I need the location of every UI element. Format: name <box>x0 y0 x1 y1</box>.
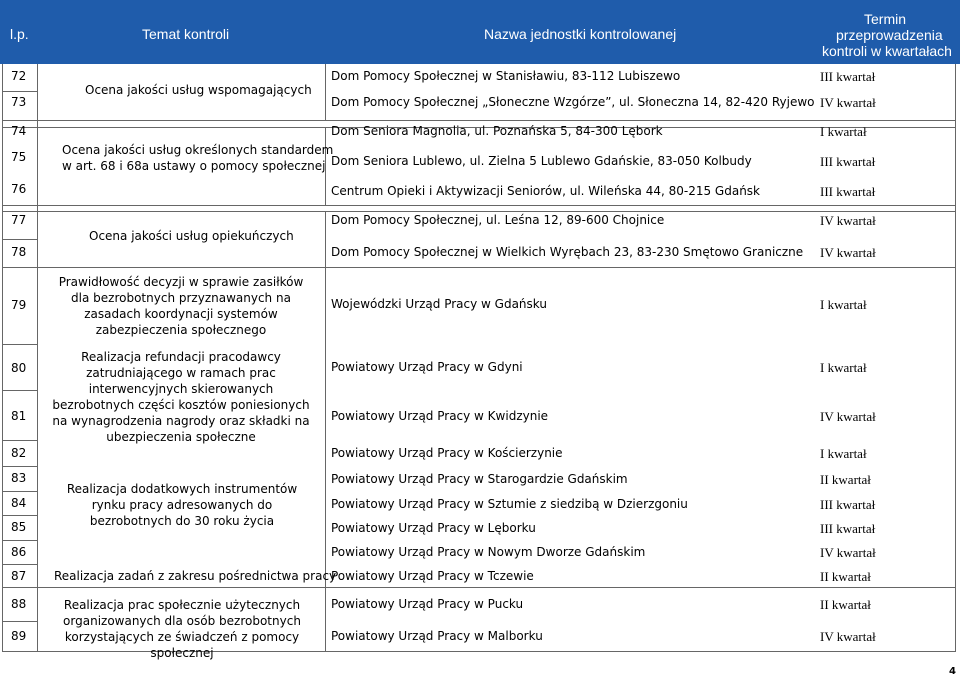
quarter: IV kwartał <box>820 545 876 560</box>
row-number: 89 <box>11 629 27 643</box>
topic-community-work: Realizacja prac społecznie użytecznych organizowanych dla osób bezrobotnych korzystających ze świadczeń z pomocy społecznej <box>63 598 301 660</box>
row-number: 87 <box>11 569 27 583</box>
quarter: I kwartał <box>820 124 867 139</box>
unit-name: Powiatowy Urząd Pracy w Gdyni <box>331 360 523 374</box>
unit-name: Powiatowy Urząd Pracy w Lęborku <box>331 521 536 535</box>
unit-name: Powiatowy Urząd Pracy w Sztumie z siedzibą w Dzierzgoniu <box>331 497 688 511</box>
row-number: 83 <box>11 471 27 485</box>
row-number: 78 <box>11 245 27 259</box>
quarter: III kwartał <box>820 154 876 169</box>
unit-name: Powiatowy Urząd Pracy w Tczewie <box>331 569 534 583</box>
row-number: 79 <box>11 298 27 312</box>
quarter: III kwartał <box>820 497 876 512</box>
row-number: 84 <box>11 496 27 510</box>
quarter: IV kwartał <box>820 629 876 644</box>
quarter: IV kwartał <box>820 245 876 260</box>
row-number: 85 <box>11 520 27 534</box>
topic-unemployment-benefits: Prawidłowość decyzji w sprawie zasiłków dla bezrobotnych przyznawanych na zasadach koordynacji systemów zabezpieczenia społecznego <box>58 275 304 337</box>
table-header <box>0 0 960 64</box>
topic-employer-refund: Realizacja refundacji pracodawcy zatrudniającego w ramach prac interwencyjnych skierowanych bezrobotnych części kosztów poniesionych na wynagrodzenia nagrody oraz składki na ubezpieczenia społeczne <box>52 350 310 444</box>
topic-additional-instruments: Realizacja dodatkowych instrumentów rynku pracy adresowanych do bezrobotnych do 30 roku życia <box>66 482 298 528</box>
row-number: 88 <box>11 597 27 611</box>
row-number: 74 <box>11 124 27 138</box>
topic-supporting-services: Ocena jakości usług wspomagających <box>85 83 312 97</box>
quarter: III kwartał <box>820 521 876 536</box>
header-term-3: kontroli w kwartałach <box>822 43 952 59</box>
quarter: II kwartał <box>820 472 871 487</box>
unit-name: Dom Pomocy Społecznej w Stanisławiu, 83-112 Lubiszewo <box>331 69 681 83</box>
unit-name: Dom Seniora Magnolia, ul. Poznańska 5, 84-300 Lębork <box>331 124 663 138</box>
row-number: 73 <box>11 95 27 109</box>
unit-name: Dom Pomocy Społecznej w Wielkich Wyrębach 23, 83-230 Smętowo Graniczne <box>331 245 804 259</box>
unit-name: Powiatowy Urząd Pracy w Pucku <box>331 597 524 611</box>
row-number: 81 <box>11 409 27 423</box>
quarter: I kwartał <box>820 297 867 312</box>
header-unit: Nazwa jednostki kontrolowanej <box>484 26 677 42</box>
header-term-2: przeprowadzenia <box>836 27 943 43</box>
quarter: III kwartał <box>820 69 876 84</box>
quarter: IV kwartał <box>820 409 876 424</box>
row-number: 75 <box>11 150 27 164</box>
unit-name: Dom Pomocy Społecznej, ul. Leśna 12, 89-600 Chojnice <box>331 213 665 227</box>
topic-job-placement: Realizacja zadań z zakresu pośrednictwa pracy <box>54 569 337 583</box>
quarter: II kwartał <box>820 569 871 584</box>
row-number: 76 <box>11 182 27 196</box>
unit-name: Powiatowy Urząd Pracy w Nowym Dworze Gdańskim <box>331 545 646 559</box>
header-lp: l.p. <box>10 26 29 42</box>
topic-care-services: Ocena jakości usług opiekuńczych <box>89 229 294 243</box>
unit-name: Powiatowy Urząd Pracy w Malborku <box>331 629 543 643</box>
row-number: 86 <box>11 545 27 559</box>
unit-name: Powiatowy Urząd Pracy w Starogardzie Gdańskim <box>331 472 628 486</box>
unit-name: Dom Pomocy Społecznej „Słoneczne Wzgórze”, ul. Słoneczna 14, 82-420 Ryjewo <box>331 95 815 109</box>
page-number: 4 <box>949 666 956 677</box>
unit-name: Dom Seniora Lublewo, ul. Zielna 5 Lublewo Gdańskie, 83-050 Kolbudy <box>331 154 752 168</box>
quarter: IV kwartał <box>820 213 876 228</box>
row-number: 77 <box>11 213 27 227</box>
unit-name: Centrum Opieki i Aktywizacji Seniorów, ul. Wileńska 44, 80-215 Gdańsk <box>331 184 760 198</box>
row-number: 72 <box>11 69 27 83</box>
header-term-1: Termin <box>864 11 907 27</box>
quarter: III kwartał <box>820 184 876 199</box>
topic-standard-services-line1: Ocena jakości usług określonych standardem <box>62 143 334 157</box>
topic-standard-services-line2: w art. 68 i 68a ustawy o pomocy społecznej <box>62 159 326 173</box>
quarter: I kwartał <box>820 360 867 375</box>
header-topic: Temat kontroli <box>142 26 230 42</box>
unit-name: Powiatowy Urząd Pracy w Kościerzynie <box>331 446 563 460</box>
quarter: IV kwartał <box>820 95 876 110</box>
unit-name: Powiatowy Urząd Pracy w Kwidzynie <box>331 409 549 423</box>
unit-name: Wojewódzki Urząd Pracy w Gdańsku <box>331 297 547 311</box>
row-number: 80 <box>11 361 27 375</box>
quarter: II kwartał <box>820 597 871 612</box>
quarter: I kwartał <box>820 446 867 461</box>
row-number: 82 <box>11 446 27 460</box>
